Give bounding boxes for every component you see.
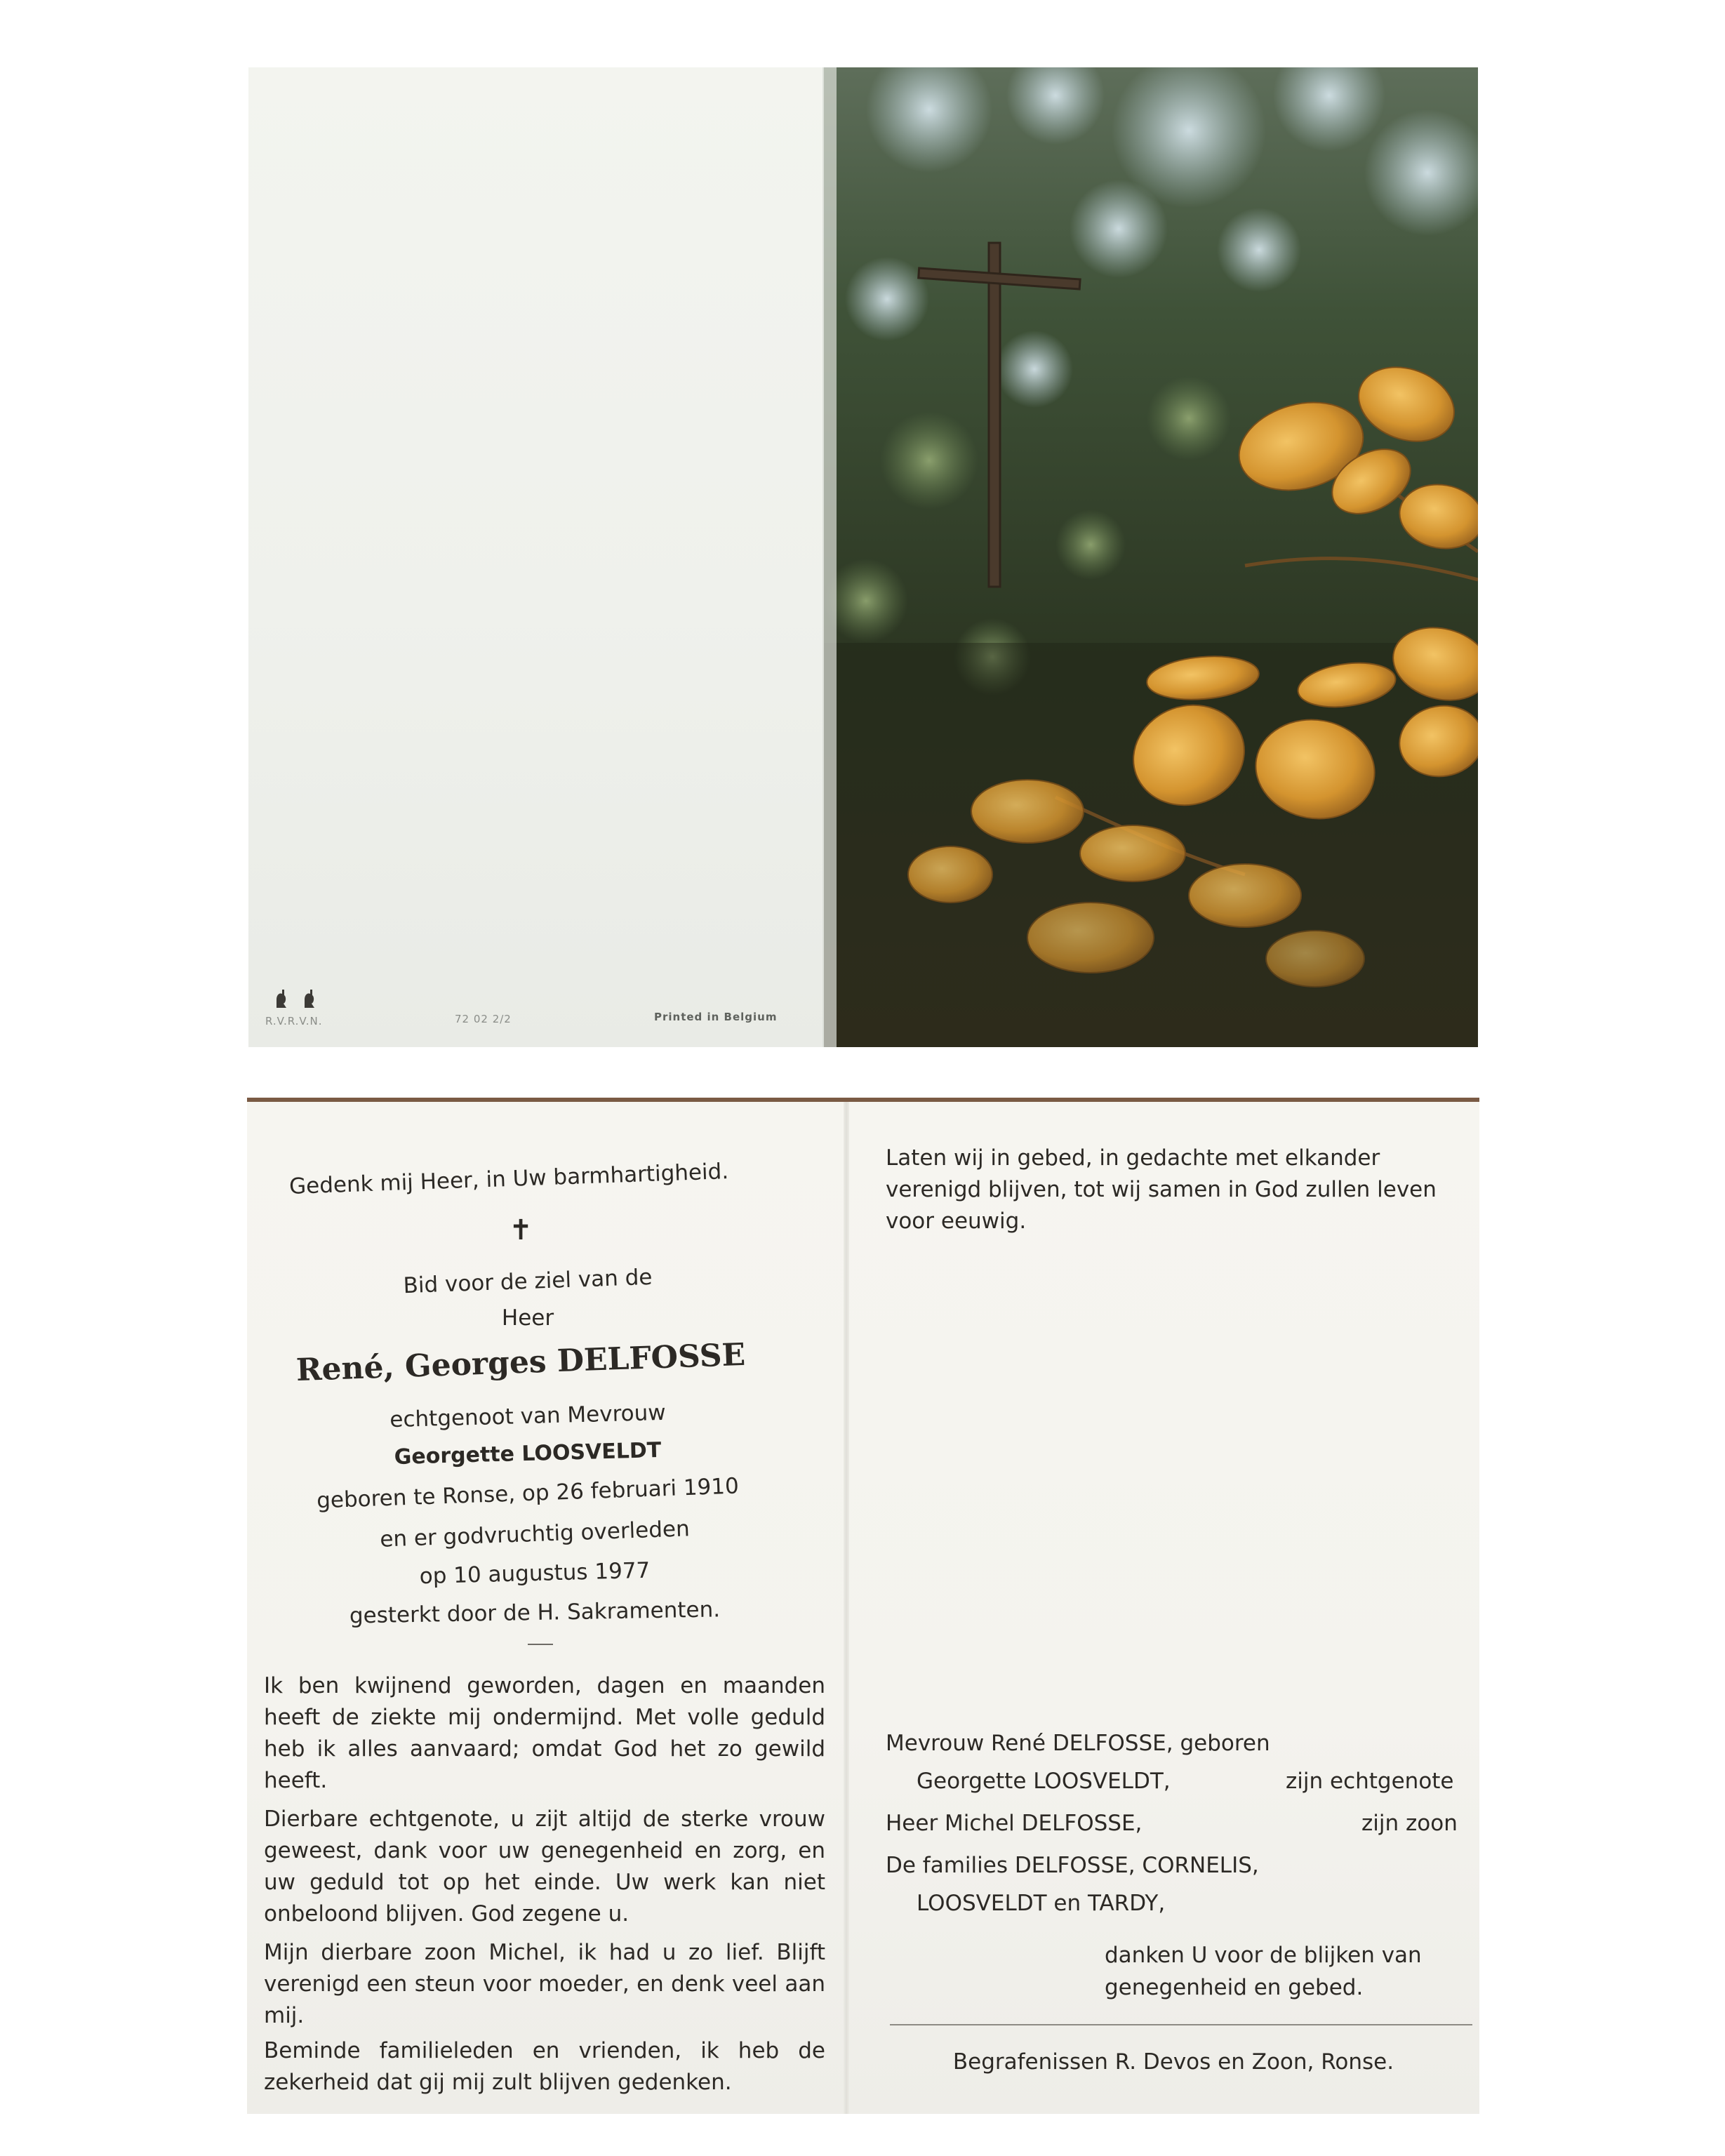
blank-back-panel bbox=[248, 67, 822, 1047]
verse-paragraph-3: Mijn dierbare zoon Michel, ik had u zo lief. Blijft verenigd een steun voor moeder, en denk veel aan mij. bbox=[264, 1940, 825, 2028]
verse-paragraph-2: Dierbare echtgenote, u zijt altijd de sterke vrouw geweest, dank voor uw genegenheid en zorg, en uw geduld tot op het einde. Uw werk kan niet onbeloond blijven. God zegene u. bbox=[264, 1806, 825, 1927]
family-line-widow-name: Georgette LOOSVELDT, bbox=[917, 1769, 1171, 1794]
death-intro: en er godvruchtig overleden bbox=[379, 1516, 691, 1552]
family-line-families-cont: LOOSVELDT en TARDY, bbox=[917, 1891, 1166, 1916]
birth-line: geboren te Ronse, op 26 februari 1910 bbox=[316, 1473, 740, 1514]
footer-rule bbox=[890, 2024, 1472, 2025]
deceased-name: René, Georges DELFOSSE bbox=[295, 1336, 746, 1389]
pray-for-line: Bid voor de ziel van de bbox=[403, 1264, 653, 1299]
prayer-card-front bbox=[248, 67, 1478, 1047]
thanks-line-1: danken U voor de blijken van bbox=[1105, 1943, 1422, 1968]
spouse-name: Georgette LOOSVELDT bbox=[394, 1438, 662, 1470]
thanks-line-2: genegenheid en gebed. bbox=[1105, 1975, 1364, 2000]
imprint-code: 72 02 2/2 bbox=[455, 1013, 512, 1025]
imprint-publisher: R.V.R.V.N. bbox=[265, 1015, 323, 1027]
closing-prayer: Laten wij in gebed, in gedachte met elkander verenigd blijven, tot wij samen in God zullen leven voor eeuwig. bbox=[886, 1145, 1437, 1234]
sacraments-line: gesterkt door de H. Sakramenten. bbox=[349, 1597, 721, 1629]
verse-paragraph-4: Beminde familieleden en vrienden, ik heb de zekerheid dat gij mij zult blijven gedenken. bbox=[264, 2038, 825, 2095]
family-line-widow-role: zijn echtgenote bbox=[1286, 1769, 1454, 1794]
family-line-widow: Mevrouw René DELFOSSE, geboren bbox=[886, 1731, 1270, 1756]
honorific: Heer bbox=[501, 1305, 554, 1331]
family-line-son-role: zijn zoon bbox=[1361, 1811, 1458, 1836]
imprint-printed-in: Printed in Belgium bbox=[654, 1011, 778, 1023]
family-line-son-name: Heer Michel DELFOSSE, bbox=[886, 1811, 1143, 1836]
divider-dash bbox=[528, 1644, 553, 1645]
rabbit-logo-icon bbox=[272, 987, 328, 1015]
family-line-families: De families DELFOSSE, CORNELIS, bbox=[886, 1853, 1259, 1878]
cross-icon: ✝ bbox=[509, 1214, 533, 1246]
death-date: op 10 augustus 1977 bbox=[419, 1557, 651, 1590]
cover-photo bbox=[824, 67, 1478, 1047]
card-fold bbox=[844, 1102, 849, 2114]
undertaker-line: Begrafenissen R. Devos en Zoon, Ronse. bbox=[952, 2049, 1394, 2075]
spouse-intro: echtgenoot van Mevrouw bbox=[389, 1399, 667, 1433]
prayer-card-inside bbox=[247, 1098, 1479, 2114]
verse-paragraph-1: Ik ben kwijnend geworden, dagen en maanden heeft de ziekte mij ondermijnd. Met volle geduld heb ik alles aanvaard; omdat God het zo gewild heeft. bbox=[264, 1673, 825, 1793]
opening-prayer: Gedenk mij Heer, in Uw barmhartigheid. bbox=[288, 1159, 729, 1199]
